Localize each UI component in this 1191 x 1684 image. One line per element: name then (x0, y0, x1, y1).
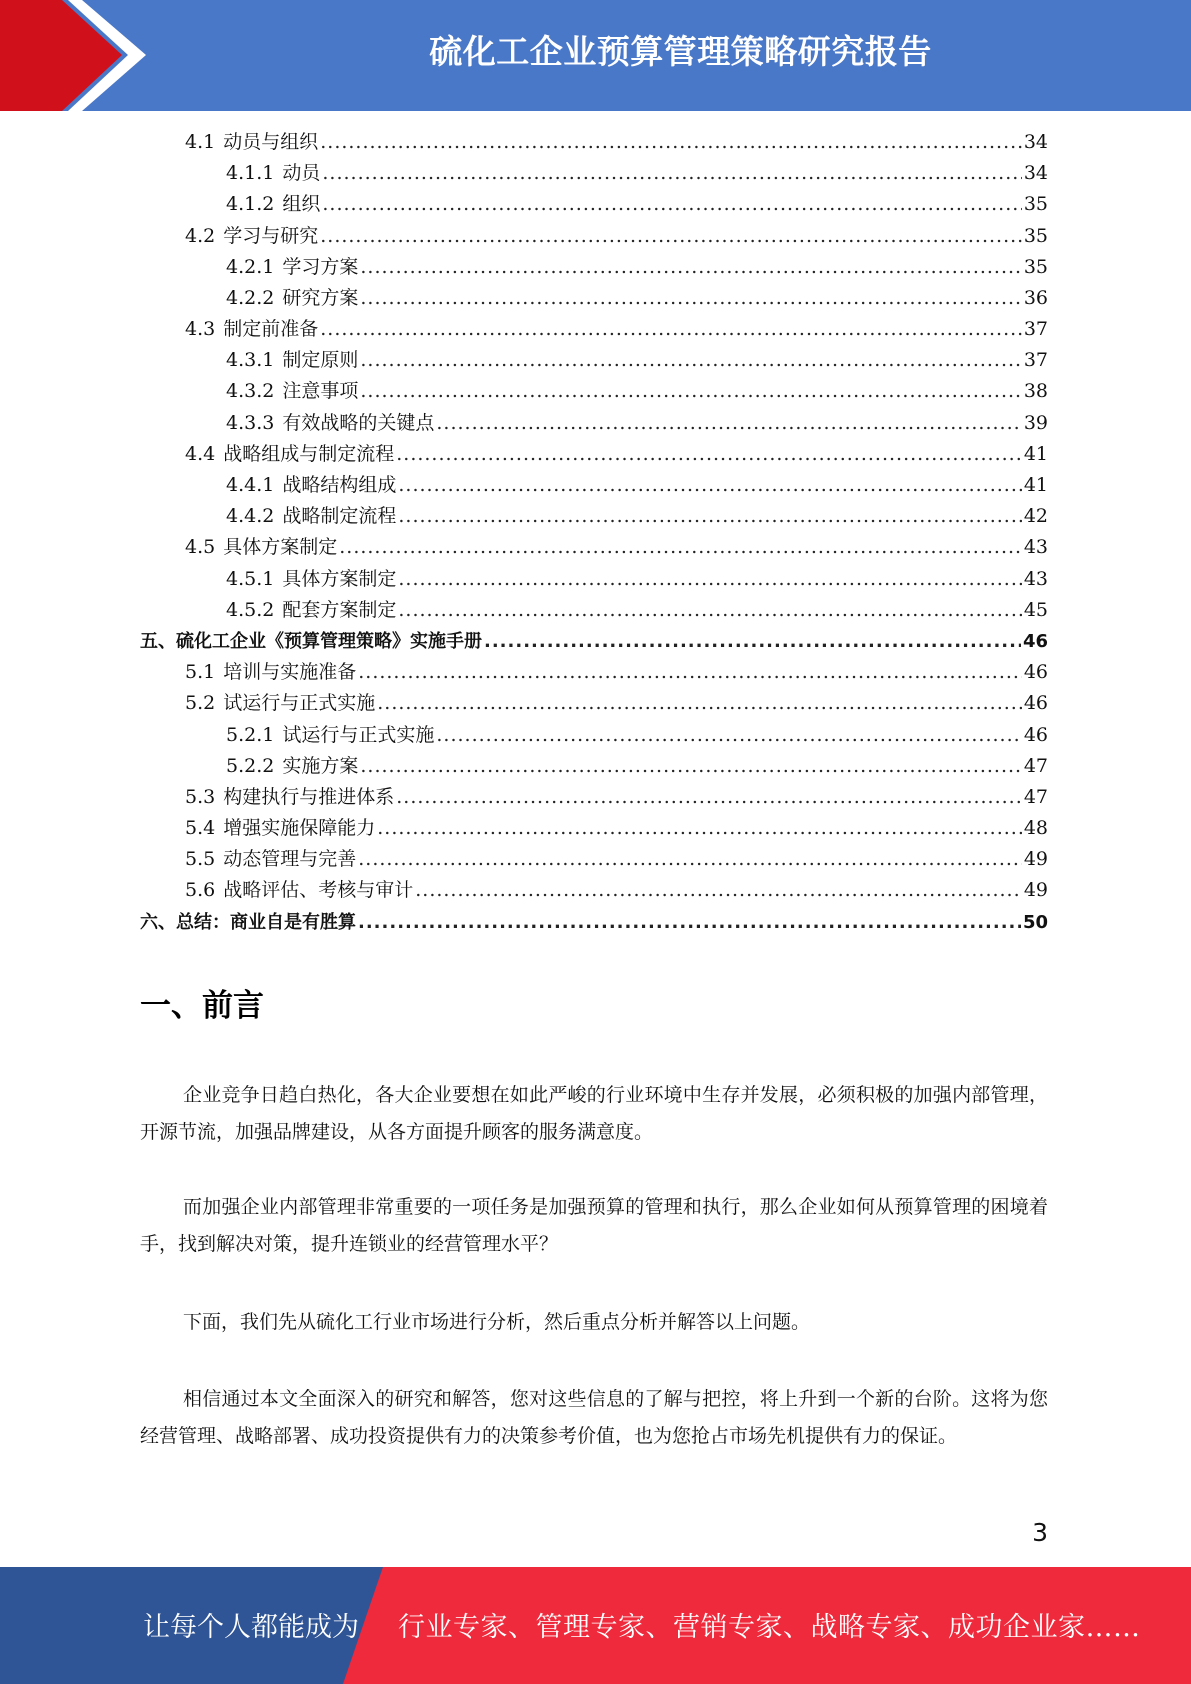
page-footer (0, 1567, 1191, 1684)
toc-entry[interactable] (140, 813, 1048, 844)
toc-entry-label: 五、硫化工企业《预算管理策略》实施手册 (140, 630, 482, 652)
header-arrow-icon (0, 0, 160, 111)
toc-entry-page: 46 (1023, 692, 1048, 715)
toc-entry-page: 41 (1023, 474, 1048, 497)
toc-entry[interactable] (140, 408, 1048, 439)
toc-entry-number: 4.2 (185, 224, 216, 247)
toc-leader-dots (358, 907, 1021, 938)
toc-entry-number: 4.1 (185, 130, 216, 153)
toc-entry-number: 4.3 (185, 318, 216, 341)
toc-entry[interactable] (140, 751, 1048, 782)
toc-leader-dots (320, 127, 1022, 158)
toc-leader-dots (320, 314, 1022, 345)
toc-entry-label: 配套方案制定 (282, 598, 397, 621)
toc-entry-number: 5.1 (185, 661, 216, 684)
toc-entry-page: 38 (1023, 380, 1048, 403)
toc-entry[interactable] (140, 221, 1048, 252)
toc-entry-label: 学习与研究 (223, 224, 319, 247)
paragraph: 相信通过本文全面深入的研究和解答，您对这些信息的了解与把控，将上升到一个新的台阶。这将为您经营管理、战略部署、成功投资提供有力的决策参考价值，也为您抢占市场先机提供有力的保证。 (140, 1388, 1048, 1447)
toc-leader-dots (398, 470, 1021, 501)
toc-entry-label: 构建执行与推进体系 (223, 785, 395, 808)
toc-leader-dots (360, 345, 1021, 376)
toc-entry[interactable] (140, 377, 1048, 408)
toc-entry[interactable] (140, 907, 1048, 938)
toc-entry[interactable] (140, 782, 1048, 813)
toc-entry-page: 47 (1023, 785, 1048, 808)
toc-entry-number: 4.5.1 (226, 567, 275, 590)
toc-entry-number: 5.3 (185, 785, 216, 808)
page-number: 3 (1032, 1518, 1048, 1547)
toc-entry-page: 45 (1023, 598, 1048, 621)
toc-entry-page: 46 (1023, 661, 1048, 684)
toc-entry[interactable] (140, 532, 1048, 563)
toc-entry[interactable] (140, 876, 1048, 907)
toc-leader-dots (358, 844, 1022, 875)
toc-leader-dots (377, 688, 1022, 719)
paragraph: 下面，我们先从硫化工行业市场进行分析，然后重点分析并解答以上问题。 (183, 1311, 811, 1333)
toc-entry-number: 4.4.1 (226, 474, 275, 497)
toc-entry-label: 组织 (282, 193, 321, 216)
toc-entry-label: 制定原则 (282, 349, 359, 372)
toc-leader-dots (398, 564, 1021, 595)
toc-entry-label: 战略结构组成 (282, 474, 397, 497)
toc-entry-number: 5.2.2 (226, 754, 275, 777)
toc-leader-dots (398, 595, 1021, 626)
toc-entry-page: 35 (1023, 255, 1048, 278)
toc-entry-label: 增强实施保障能力 (223, 817, 376, 840)
toc-entry-page: 37 (1023, 349, 1048, 372)
toc-entry-number: 5.5 (185, 848, 216, 871)
toc-entry-label: 具体方案制定 (223, 536, 338, 559)
toc-entry-number: 4.5 (185, 536, 216, 559)
toc-leader-dots (320, 221, 1022, 252)
toc-entry-page: 41 (1023, 442, 1048, 465)
toc-leader-dots (360, 376, 1021, 407)
toc-entry-label: 试运行与正式实施 (282, 723, 435, 746)
toc-entry[interactable] (140, 501, 1048, 532)
toc-entry-label: 试运行与正式实施 (223, 692, 376, 715)
toc-entry-number: 5.2.1 (226, 723, 275, 746)
toc-entry[interactable] (140, 844, 1048, 875)
table-of-contents (140, 127, 1048, 938)
paragraph: 而加强企业内部管理非常重要的一项任务是加强预算的管理和执行，那么企业如何从预算管理的困境着手，找到解决对策，提升连锁业的经营管理水平？ (140, 1196, 1048, 1255)
toc-entry[interactable] (140, 657, 1048, 688)
toc-entry-number: 4.3.1 (226, 349, 275, 372)
toc-entry-page: 35 (1023, 193, 1048, 216)
toc-entry-page: 50 (1022, 911, 1048, 933)
toc-entry-page: 43 (1023, 567, 1048, 590)
toc-entry-number: 5.4 (185, 817, 216, 840)
section-heading: 一、前言 (140, 988, 264, 1024)
toc-entry[interactable] (140, 688, 1048, 719)
footer-slogan-right: 行业专家、管理专家、营销专家、战略专家、成功企业家…… (398, 1612, 1141, 1643)
toc-entry[interactable] (140, 470, 1048, 501)
toc-entry-number: 4.1.2 (226, 193, 275, 216)
toc-entry-page: 46 (1023, 723, 1048, 746)
document-title: 硫化工企业预算管理策略研究报告 (429, 32, 932, 71)
toc-entry-label: 战略制定流程 (282, 505, 397, 528)
toc-entry[interactable] (140, 345, 1048, 376)
toc-entry[interactable] (140, 158, 1048, 189)
toc-entry-page: 36 (1023, 286, 1048, 309)
toc-entry-page: 34 (1023, 130, 1048, 153)
toc-entry-number: 4.5.2 (226, 598, 275, 621)
toc-leader-dots (339, 532, 1022, 563)
toc-entry-label: 研究方案 (282, 286, 359, 309)
toc-entry-page: 48 (1023, 817, 1048, 840)
toc-entry[interactable] (140, 283, 1048, 314)
toc-entry-label: 动员与组织 (223, 130, 319, 153)
toc-leader-dots (436, 408, 1021, 439)
toc-entry-number: 4.2.1 (226, 255, 275, 278)
toc-entry-label: 动员 (282, 162, 321, 185)
toc-entry-label: 战略评估、考核与审计 (223, 879, 414, 902)
toc-leader-dots (396, 439, 1022, 470)
toc-entry-number: 4.4 (185, 442, 216, 465)
toc-entry-number: 4.3.2 (226, 380, 275, 403)
toc-entry[interactable] (140, 314, 1048, 345)
toc-entry-page: 37 (1023, 318, 1048, 341)
toc-entry-label: 战略组成与制定流程 (223, 442, 395, 465)
toc-entry-page: 39 (1023, 411, 1048, 434)
toc-entry-page: 34 (1023, 162, 1048, 185)
toc-entry[interactable] (140, 189, 1048, 220)
toc-entry-number: 4.4.2 (226, 505, 275, 528)
toc-leader-dots (322, 158, 1021, 189)
toc-leader-dots (398, 501, 1021, 532)
toc-entry-label: 注意事项 (282, 380, 359, 403)
toc-entry-number: 4.3.3 (226, 411, 275, 434)
toc-leader-dots (360, 751, 1021, 782)
toc-leader-dots (415, 875, 1022, 906)
toc-entry-label: 具体方案制定 (282, 567, 397, 590)
toc-entry-page: 42 (1023, 505, 1048, 528)
toc-entry-label: 六、总结：商业自是有胜算 (140, 911, 356, 933)
toc-entry-page: 43 (1023, 536, 1048, 559)
toc-entry-page: 49 (1023, 879, 1048, 902)
toc-entry-page: 49 (1023, 848, 1048, 871)
toc-entry[interactable] (140, 595, 1048, 626)
toc-entry-label: 培训与实施准备 (223, 661, 357, 684)
toc-entry-page: 47 (1023, 754, 1048, 777)
toc-leader-dots (436, 720, 1021, 751)
toc-entry-number: 5.2 (185, 692, 216, 715)
toc-entry-page: 46 (1022, 630, 1048, 652)
toc-leader-dots (360, 283, 1021, 314)
toc-entry-label: 有效战略的关键点 (282, 411, 435, 434)
toc-entry-number: 4.1.1 (226, 162, 275, 185)
toc-leader-dots (358, 657, 1022, 688)
toc-entry-page: 35 (1023, 224, 1048, 247)
toc-leader-dots (377, 813, 1022, 844)
toc-leader-dots (396, 782, 1022, 813)
toc-entry-label: 学习方案 (282, 255, 359, 278)
toc-entry[interactable] (140, 439, 1048, 470)
toc-entry-number: 4.2.2 (226, 286, 275, 309)
toc-entry[interactable] (140, 252, 1048, 283)
toc-entry[interactable] (140, 626, 1048, 657)
toc-entry-label: 实施方案 (282, 754, 359, 777)
toc-entry[interactable] (140, 564, 1048, 595)
paragraph: 企业竞争日趋白热化，各大企业要想在如此严峻的行业环境中生存并发展，必须积极的加强内部管理，开源节流，加强品牌建设，从各方面提升顾客的服务满意度。 (140, 1084, 1048, 1143)
toc-entry-number: 5.6 (185, 879, 216, 902)
toc-leader-dots (484, 626, 1021, 657)
toc-leader-dots (322, 189, 1021, 220)
footer-slogan-left: 让每个人都能成为 (143, 1612, 359, 1643)
page-header (0, 0, 1191, 111)
toc-leader-dots (360, 252, 1021, 283)
toc-entry[interactable] (140, 720, 1048, 751)
toc-entry[interactable] (140, 127, 1048, 158)
toc-entry-label: 动态管理与完善 (223, 848, 357, 871)
toc-entry-label: 制定前准备 (223, 318, 319, 341)
